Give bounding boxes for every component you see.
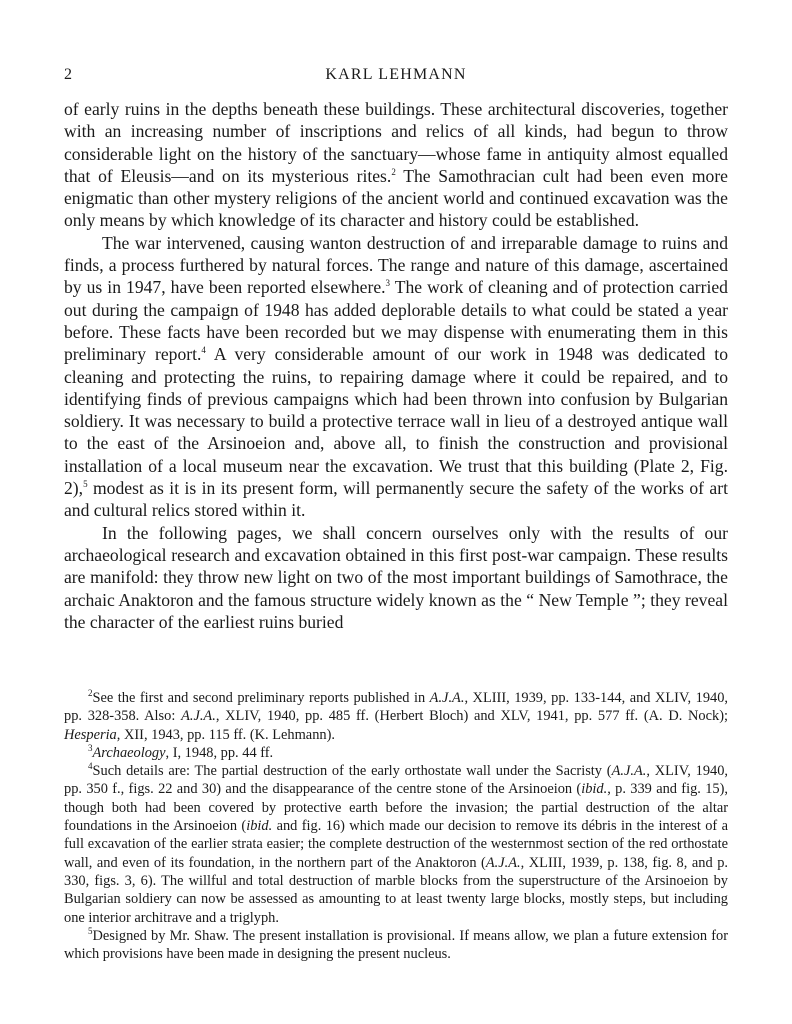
footnote-text: , XLIV, 1940, pp. 350 f., figs. 22 and 30) and the disappearance of the centre stone of the Arsinoeion ( [64,763,728,798]
footnote-text: A.J.A. [485,854,521,871]
footnote-text: , XLIII, 1939, pp. 133-144, and XLIV, 1940, pp. 328-358. Also: [64,690,728,725]
footnote-ref: 2 [391,167,396,178]
footnote-marker: 5 [88,926,93,937]
footnote-ref: 5 [83,479,88,490]
footnote [64,744,728,762]
footnote-text: , p. 339 and fig. 15), though both had been covered by protective earth before the invasion; the partial destruction of the altar foundations in the Arsinoeion ( [64,781,729,835]
footnote-text: Designed by Mr. Shaw. The present installation is provisional. If means allow, we plan a future extension for which provisions have been made in designing the present nucleus. [64,927,728,963]
footnote-text: , XII, 1943, pp. 115 ff. (K. Lehmann). [116,726,335,743]
footnote-marker: 4 [88,761,93,772]
footnote-text: , I, 1948, pp. 44 ff. [165,744,274,761]
footnote-text: A.J.A. [611,763,647,780]
footnote-text: Hesperia [64,726,117,743]
body-paragraph [64,232,728,522]
footnote-ref: 3 [385,278,391,289]
footnotes [64,689,728,963]
body-paragraph [64,522,728,633]
text-segment: The Samothracian cult had been even more enigmatic than other mystery religions of the ancient world and continued excavation was the only means by which knowledge of its character and history could be established. [64,165,728,231]
footnote-text: , XLIV, 1940, pp. 485 ff. (Herbert Bloch) and XLV, 1941, pp. 577 ff. (A. D. Nock); [215,708,728,725]
footnote-text: A.J.A. [429,690,465,706]
footnote-ref: 4 [201,345,206,356]
text-segment: The work of cleaning and of protection carried out during the campaign of 1948 has added deplorable details to what could be stated a year before. These facts have been recorded but we may dispense with enumerating them in this preliminary report. [64,277,728,365]
footnote-text: A.J.A. [181,708,216,725]
footnote-text: ibid. [581,781,608,798]
footnote-marker: 2 [88,688,93,699]
running-head-title: KARL LEHMANN [325,66,467,83]
footnote [64,689,728,744]
body-text [64,98,728,633]
footnote-text: Archaeology [92,744,166,761]
footnote-text: ibid. [246,818,273,835]
footnote-text: , XLIII, 1939, p. 138, fig. 8, and p. 330, figs. 3, 6). The willful and total destruction of marble blocks from the superstructure of the Arsinoeion by Bulgarian soldiery can now be assessed as amounting to at least twenty large blocks, mostly steps, but including one interior architrave and a triglyph. [64,854,728,926]
text-segment: modest as it is in its present form, will permanently secure the safety of the works of art and cultural relics stored within it. [64,478,728,521]
footnote-text: See the first and second preliminary reports published in [92,690,430,706]
text-segment: In the following pages, we shall concern ourselves only with the results of our archaeological research and excavation obtained in this first post-war campaign. These results are manifold: they throw new light on two of the most important buildings of Samothrace, the archaic Anaktoron and the famous structure widely known as the “ New Temple ”; they reveal the character of the earliest ruins buried [64,522,728,632]
text-segment: The war intervened, causing wanton destruction of and irreparable damage to ruins and finds, a process furthered by natural forces. The range and nature of this damage, ascertained by us in 1947, have been reported elsewhere. [64,232,728,298]
footnote-text: Such details are: The partial destruction of the early orthostate wall under the Sacristy ( [92,763,612,780]
body-paragraph [64,98,728,232]
text-segment: of early ruins in the depths beneath these buildings. These architectural discoveries, together with an increasing number of inscriptions and relics of all kinds, had begun to throw considerable light on the history of the sanctuary—whose fame in antiquity almost equalled that of Eleusis—and on its mysterious rites. [64,99,728,186]
footnote [64,762,728,927]
footnote-text: and fig. 16) which made our decision to remove its débris in the interest of a full excavation of the earlier strata easier; the complete destruction of the westernmost section of the red orthostate wall, and even of its foundation, in the northern part of the Anaktoron ( [64,818,728,871]
page-number: 2 [64,66,74,83]
text-segment: A very considerable amount of our work in 1948 was dedicated to cleaning and protecting the ruins, to repairing damage where it could be repaired, and to identifying finds of previous campaigns which had been thrown into confusion by Bulgarian soldiery. It was necessary to build a protective terrace wall in lieu of a destroyed antique wall to the east of the Arsinoeion and, above all, to finish the construction and provisional installation of a local museum near the excavation. We trust that this building (Plate 2, Fig. 2), [64,344,728,499]
footnote-marker: 3 [88,743,93,754]
footnote [64,927,728,964]
running-head [64,66,728,88]
